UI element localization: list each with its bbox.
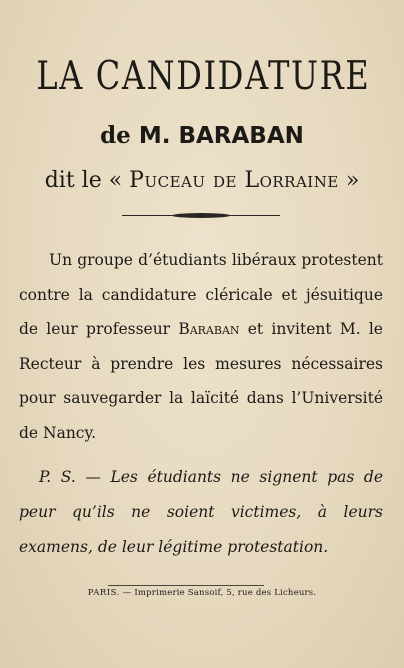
footer-printer: — Imprimerie Sansoif, 5, rue des Licheurs. [122,588,317,598]
nickname: Puceau de Lorraine [129,168,339,193]
body-part-1: Un groupe d’étudiants libéraux protestent contre la candidature cléricale et jésuitique de leur professeur [19,251,383,338]
poster-title: LA CANDIDATURE [36,54,371,99]
poster-nickname-line [0,168,404,193]
subtitle-lead: de [100,122,131,149]
subtitle-name: M. BARABAN [138,123,304,149]
printer-footer [0,588,404,598]
footer-rule [108,585,264,586]
body-part-2: et invitent M. le Recteur à prendre les mesures nécessaires pour sauvegarder la laïcité dans l’Université de Nancy. [19,320,383,442]
body-paragraph [19,243,383,450]
poster-subtitle [0,122,404,149]
ornamental-rule-center [172,213,230,218]
body-name: Baraban [178,320,240,338]
nickname-close: » [345,168,360,193]
postscript-paragraph: P. S. — Les étudiants ne signent pas de peur qu’ils ne soient victimes, à leurs examens, de leur légitime protestation. [19,468,383,556]
nickname-lead: dit le « [44,168,123,193]
footer-city: PARIS. [87,588,120,598]
